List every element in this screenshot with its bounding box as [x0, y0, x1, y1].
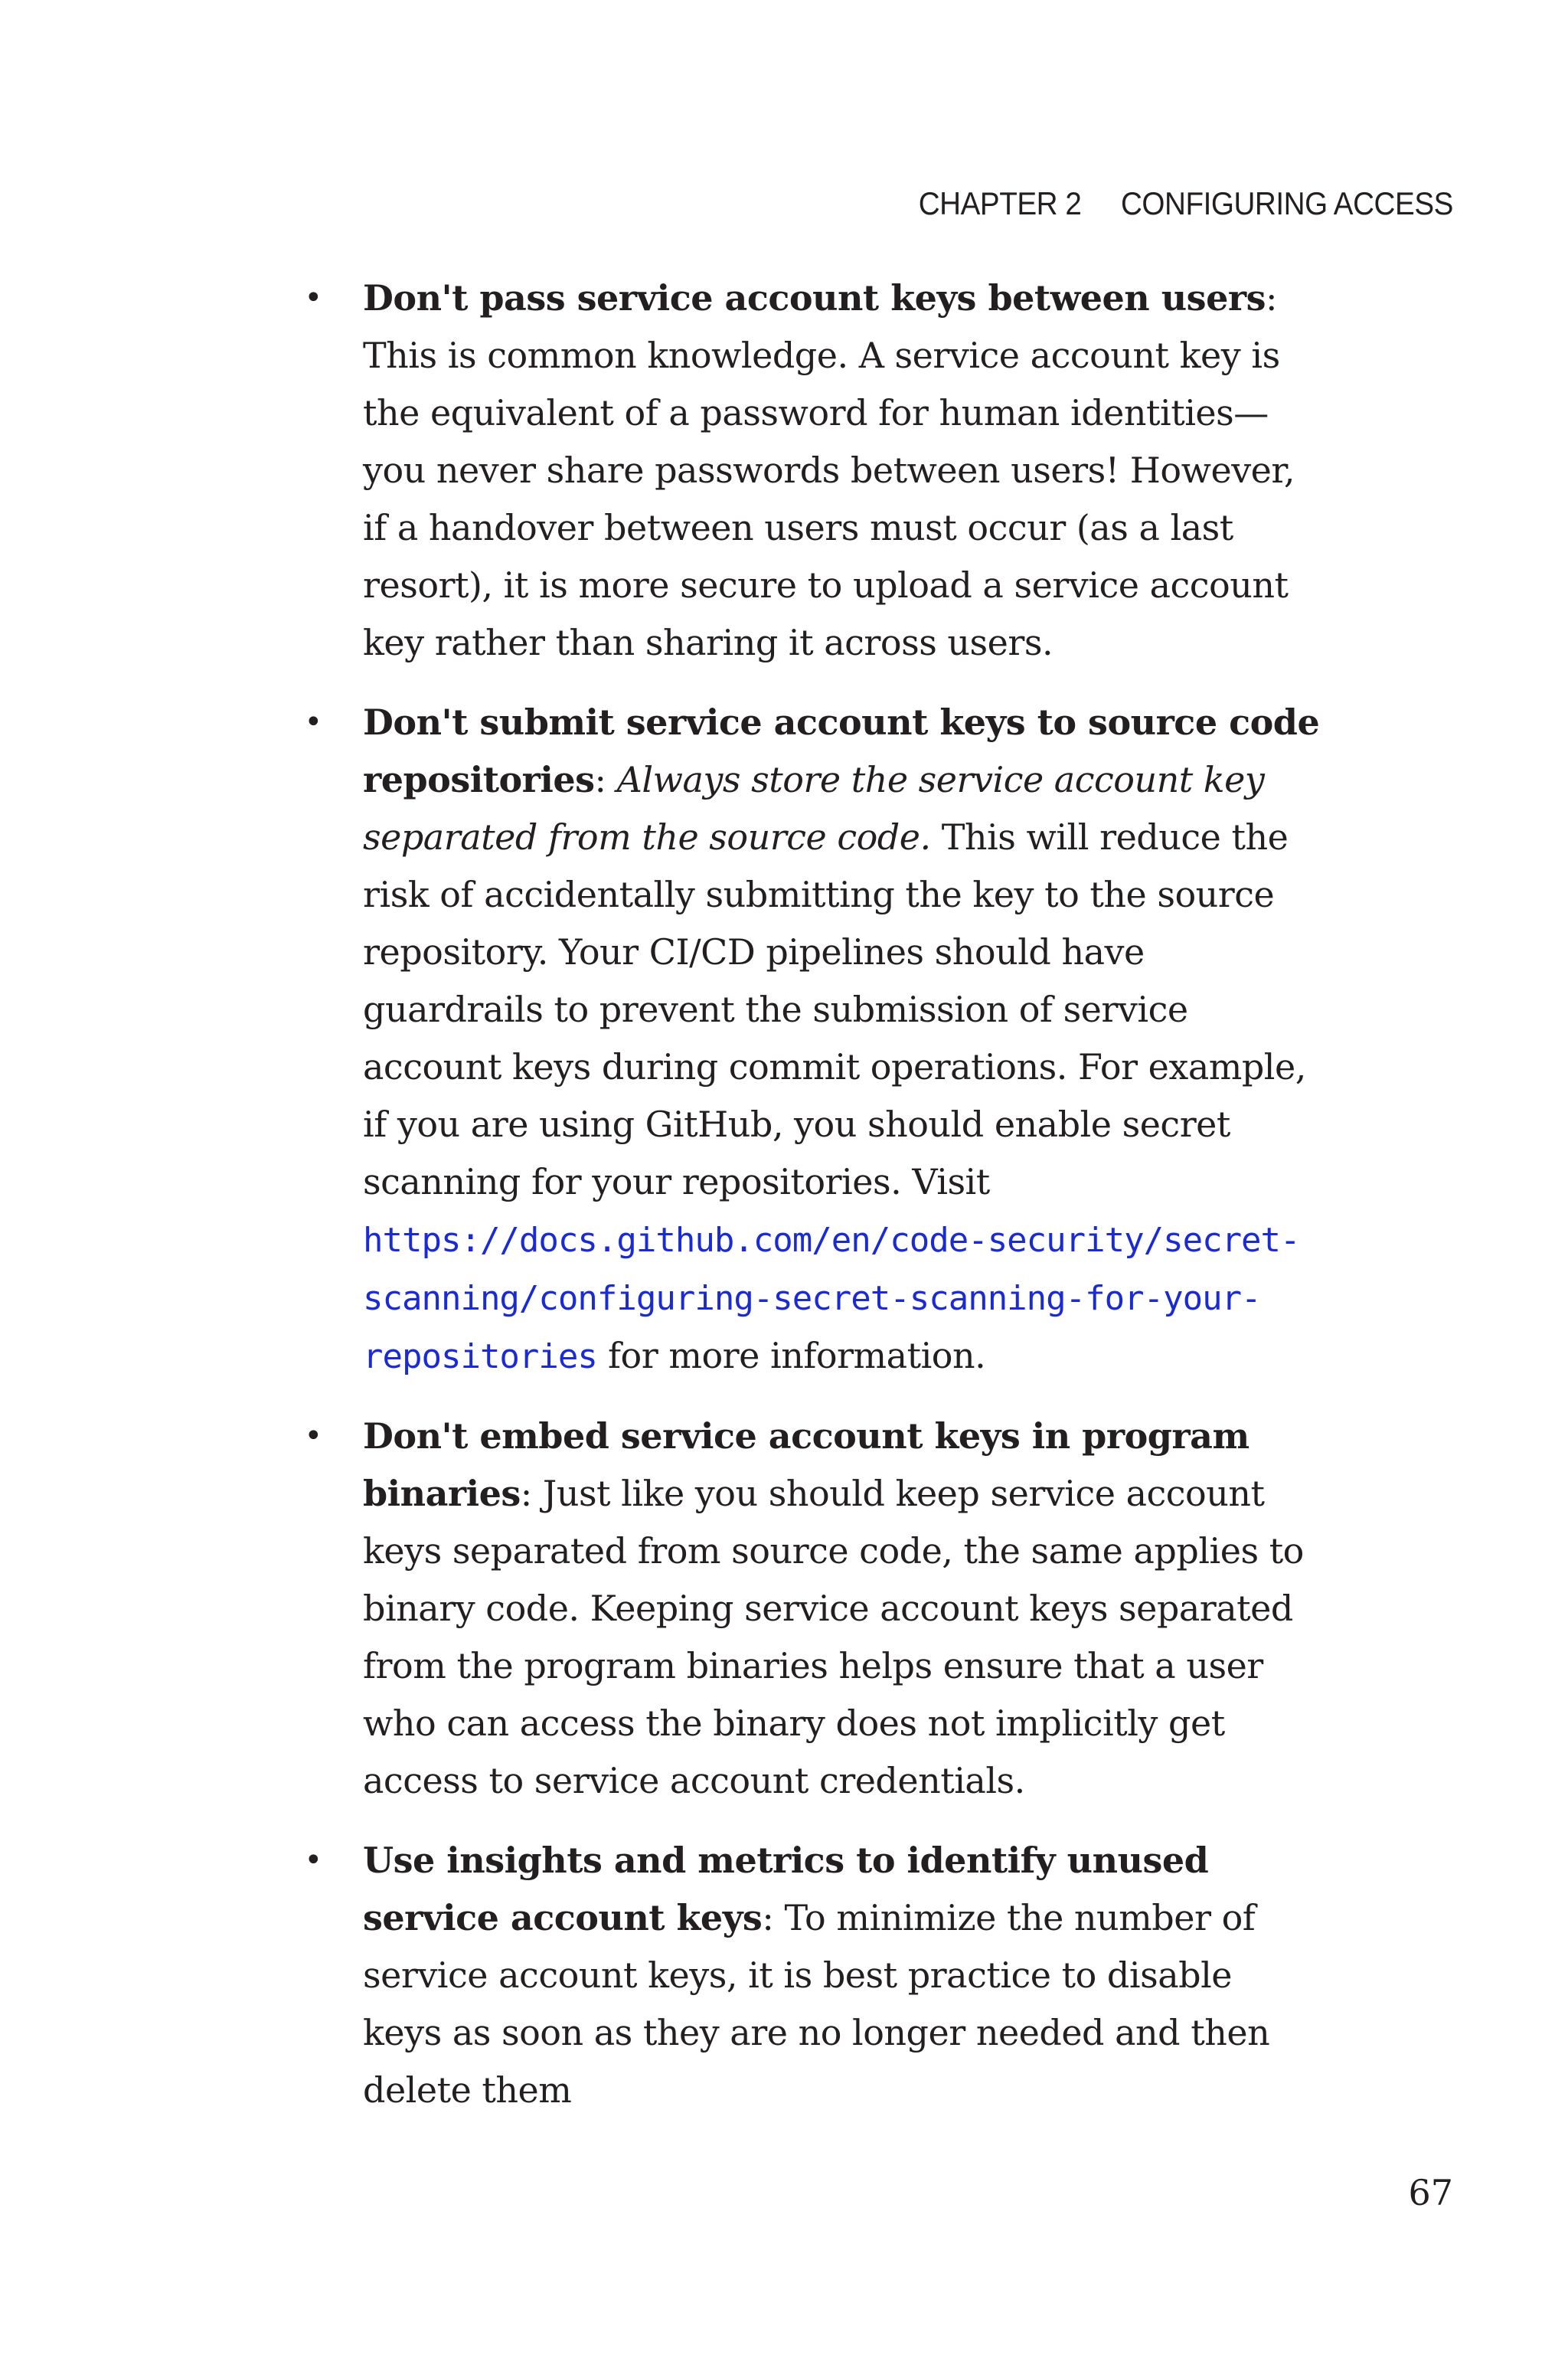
bullet-colon: :: [762, 1897, 774, 1938]
bullet-icon: •: [304, 280, 322, 316]
bullet-lead: Use insights and metrics to identify unused service account keys: [363, 1840, 1209, 1938]
page-number: 67: [1408, 2172, 1453, 2213]
bullet-colon: :: [594, 759, 606, 800]
github-docs-link[interactable]: https://docs.github.com/en/code-security/secret-scanning/configuring-secret-scanning-for-your-repositories: [363, 1221, 1300, 1376]
bullet-text: This is common knowledge. A service account key is the equivalent of a password for human identities—you never share passwords between users! However, if a handover between users must occur (as a last resort), it is more secure to upload a service account key rather than sharing it across users.: [363, 335, 1295, 663]
bullet-lead: Don't submit service account keys to source code repositories: [363, 702, 1320, 800]
bullet-text: This will reduce the risk of accidentally submitting the key to the source repository. Your CI/CD pipelines should have guardrails to prevent the submission of service account keys during commit operations. For example, if you are using GitHub, you should enable secret scanning for your repositories. Visit: [363, 816, 1306, 1202]
running-head: [919, 185, 1453, 222]
bullet-icon: •: [304, 1843, 322, 1878]
bullet-icon: •: [304, 705, 322, 740]
bullet-list: [304, 270, 1320, 2141]
bullet-lead: Don't embed service account keys in program binaries: [363, 1415, 1250, 1514]
bullet-text: Just like you should keep service account keys separated from source code, the same applies to binary code. Keeping service account keys separated from the program binaries helps ensure that a user who can access the binary does not implicitly get access to service account credentials.: [363, 1473, 1304, 1801]
section-label: CONFIGURING ACCESS: [1121, 185, 1453, 221]
bullet-colon: :: [1265, 277, 1277, 319]
list-item: [304, 1408, 1320, 1810]
list-item: [304, 694, 1320, 1385]
bullet-italic-text: Always store the service account key separated from the source code.: [363, 759, 1265, 858]
list-item: [304, 1832, 1320, 2119]
bullet-lead: Don't pass service account keys between users: [363, 277, 1266, 319]
list-item: [304, 270, 1320, 672]
bullet-icon: •: [304, 1418, 322, 1454]
chapter-label: CHAPTER 2: [918, 185, 1082, 221]
bullet-text: To minimize the number of service account keys, it is best practice to disable keys as soon as they are no longer needed and then delete them: [363, 1897, 1270, 2111]
bullet-text-after-link: for more information.: [596, 1335, 986, 1376]
bullet-colon: :: [520, 1473, 532, 1514]
